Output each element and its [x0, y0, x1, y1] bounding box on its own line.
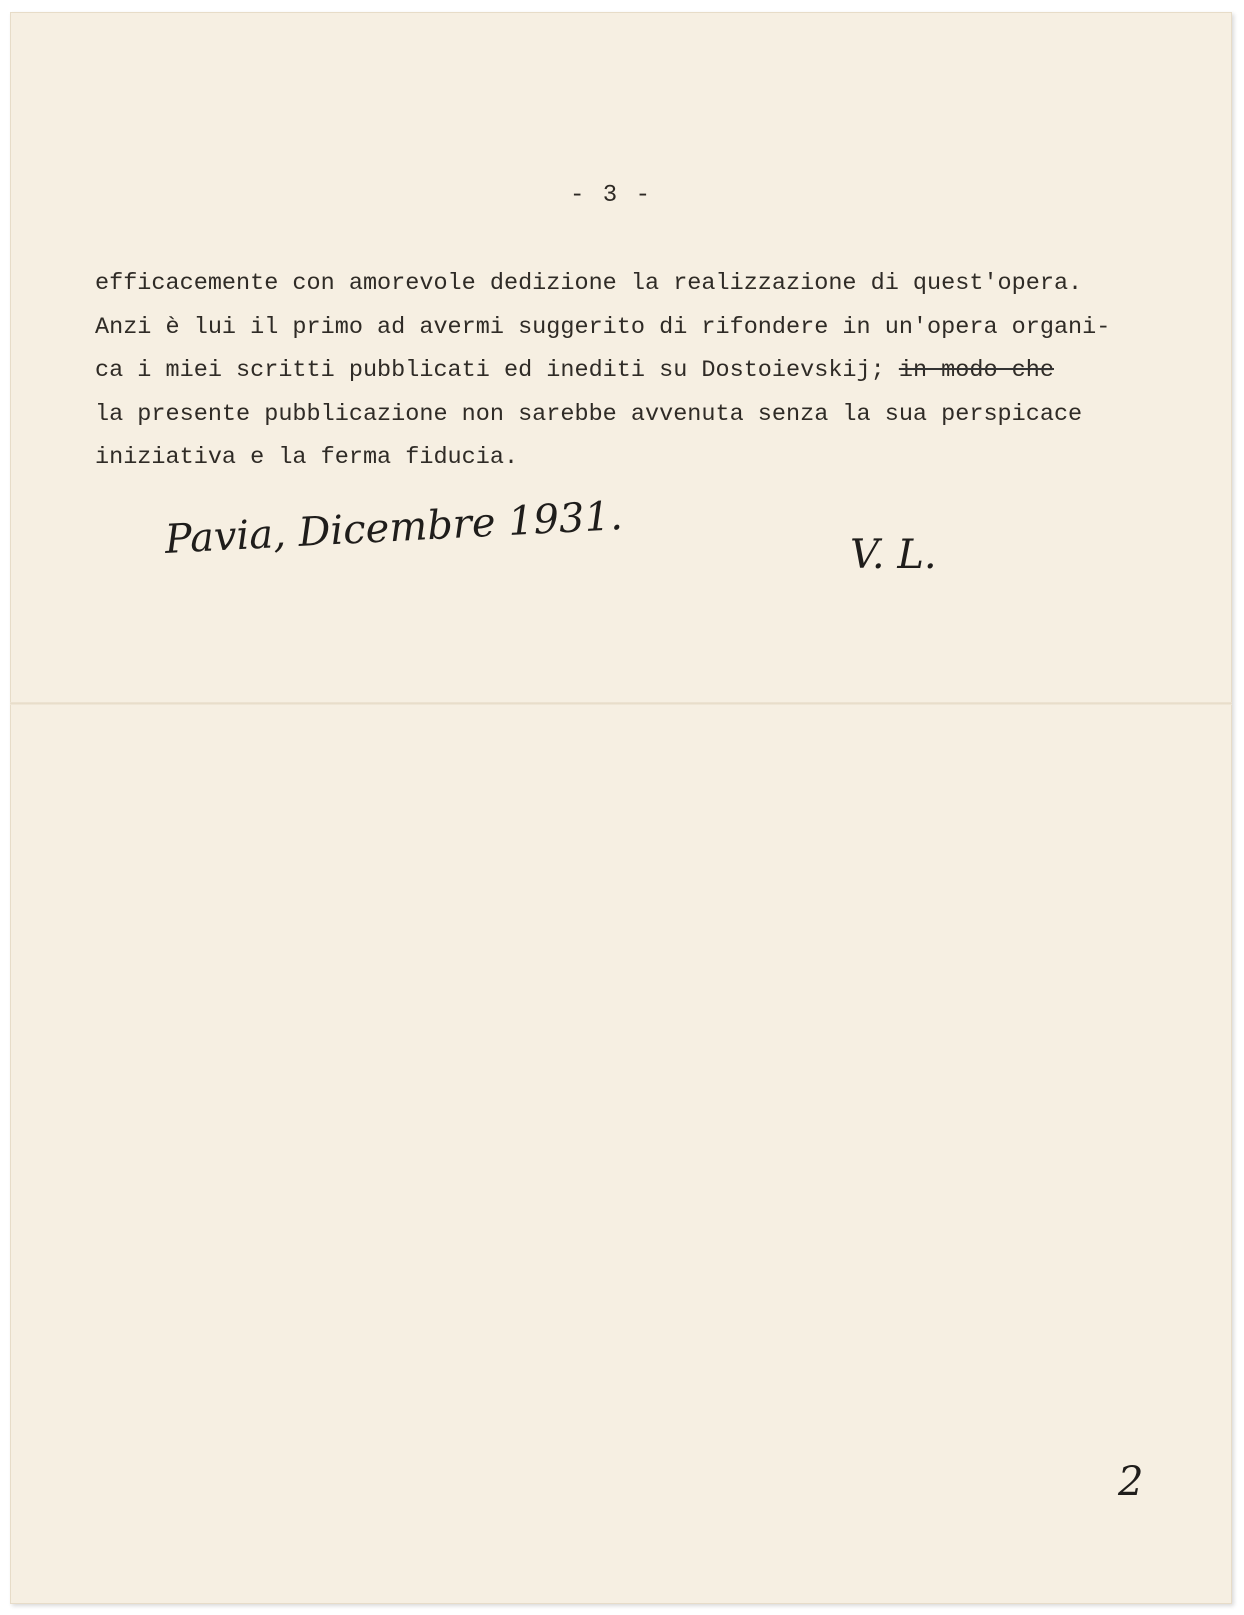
- handwritten-initials: V. L.: [850, 532, 937, 578]
- text-line-5: iniziativa e la ferma fiducia.: [95, 444, 519, 471]
- handwritten-sheet-number: 2: [1118, 1459, 1144, 1505]
- text-line-2: Anzi è lui il primo ad avermi suggerito di rifondere in un'opera organi-: [95, 313, 1111, 341]
- typed-paragraph: [95, 262, 1175, 480]
- text-line-4: la presente pubblicazione non sarebbe avvenuta senza la sua perspicace: [95, 400, 1083, 428]
- text-line-1: efficacemente con amorevole dedizione la realizzazione di quest'opera.: [95, 270, 1083, 297]
- paper-fold: [10, 702, 1232, 705]
- struck-correction: in modo che: [898, 357, 1054, 384]
- handwritten-place-date: Pavia, Dicembre 1931.: [163, 493, 624, 563]
- page-number: - 3 -: [570, 182, 653, 209]
- text-line-3-main: ca i miei scritti pubblicati ed inediti su Dostoievskij;: [95, 357, 885, 384]
- text-line-3: [95, 349, 1175, 393]
- document-page: [10, 12, 1232, 1604]
